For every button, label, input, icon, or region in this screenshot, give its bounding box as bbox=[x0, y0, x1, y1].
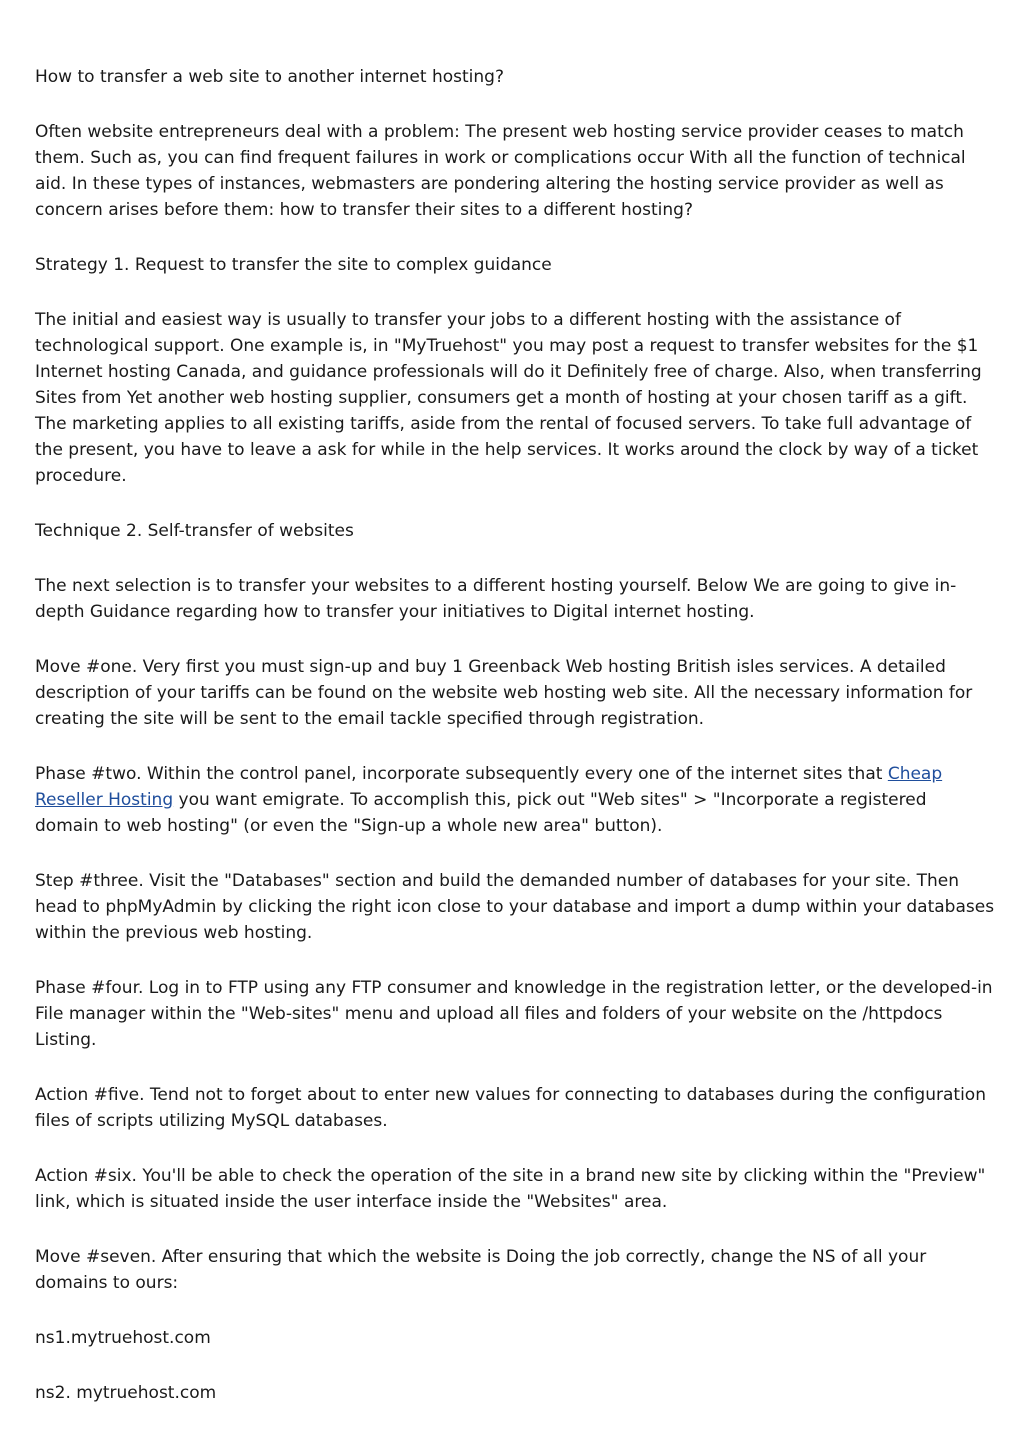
step3-paragraph: Step #three. Visit the "Databases" section and build the demanded number of databases for your site. Then head to phpMyAdmin by clicking the right icon close to your database and import a dump within your databases within the previous web hosting. bbox=[35, 871, 995, 943]
document-page bbox=[35, 64, 995, 1435]
step1-paragraph: Move #one. Very first you must sign-up and buy 1 Greenback Web hosting British isles services. A detailed description of your tariffs can be found on the website web hosting web site. All the necessary information for creating the site will be sent to the email tackle specified through registration. bbox=[35, 657, 973, 729]
step4-paragraph: Phase #four. Log in to FTP using any FTP consumer and knowledge in the registration letter, or the developed-in File manager within the "Web-sites" menu and upload all files and folders of your website on the /httpdocs Listing. bbox=[35, 978, 993, 1050]
step2-text-before: Phase #two. Within the control panel, incorporate subsequently every one of the internet sites that bbox=[35, 764, 888, 784]
technique2-paragraph: The next selection is to transfer your websites to a different hosting yourself. Below We are going to give in-depth Guidance regarding how to transfer your initiatives to Digital internet hosting. bbox=[35, 576, 957, 622]
step2-paragraph bbox=[35, 761, 995, 839]
step5-paragraph: Action #five. Tend not to forget about to enter new values for connecting to databases during the configuration files of scripts utilizing MySQL databases. bbox=[35, 1085, 986, 1131]
cheap-reseller-hosting-link[interactable]: Cheap Reseller Hosting bbox=[35, 764, 943, 810]
step2-text-after: you want emigrate. To accomplish this, pick out "Web sites" > "Incorporate a registered domain to web hosting" (or even the "Sign-up a whole new area" button). bbox=[35, 790, 927, 836]
ns2-line: ns2. mytruehost.com bbox=[35, 1383, 217, 1403]
document-title: How to transfer a web site to another internet hosting? bbox=[35, 67, 504, 87]
strategy1-paragraph: The initial and easiest way is usually to transfer your jobs to a different hosting with the assistance of technological support. One example is, in "MyTruehost" you may post a request to transfer websites for the $1 Internet hosting Canada, and guidance professionals will do it Definitely free of charge. Also, when transferring Sites from Yet another web hosting supplier, consumers get a month of hosting at your chosen tariff as a gift. The marketing applies to all existing tariffs, aside from the rental of focused servers. To take full advantage of the present, you have to leave a ask for while in the help services. It works around the clock by way of a ticket procedure. bbox=[35, 310, 982, 486]
step6-paragraph: Action #six. You'll be able to check the operation of the site in a brand new site by clicking within the "Preview" link, which is situated inside the user interface inside the "Websites" area. bbox=[35, 1166, 986, 1212]
technique2-heading: Technique 2. Self-transfer of websites bbox=[35, 521, 354, 541]
step7-paragraph: Move #seven. After ensuring that which the website is Doing the job correctly, change the NS of all your domains to ours: bbox=[35, 1247, 927, 1293]
strategy1-heading: Strategy 1. Request to transfer the site to complex guidance bbox=[35, 255, 552, 275]
ns1-line: ns1.mytruehost.com bbox=[35, 1328, 211, 1348]
intro-paragraph: Often website entrepreneurs deal with a problem: The present web hosting service provider ceases to match them. Such as, you can find frequent failures in work or complications occur With all the function of technical aid. In these types of instances, webmasters are pondering altering the hosting service provider as well as concern arises before them: how to transfer their sites to a different hosting? bbox=[35, 122, 966, 220]
